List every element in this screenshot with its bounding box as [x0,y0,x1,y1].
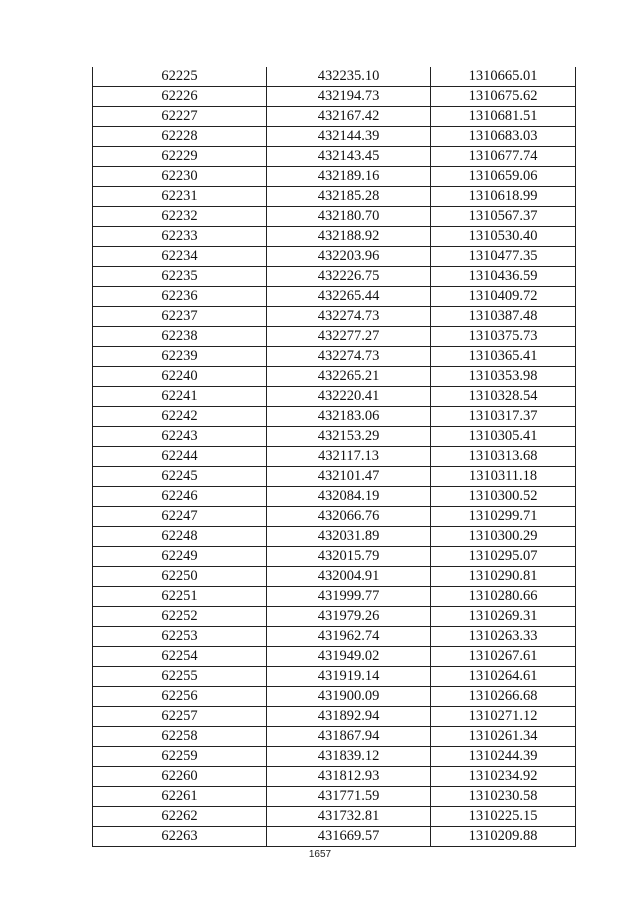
table-row [93,527,576,547]
point-id-cell: 62252 [93,607,267,627]
y-coordinate-cell: 1310677.74 [431,147,576,167]
x-coordinate-cell: 432143.45 [267,147,431,167]
x-coordinate-cell: 432084.19 [267,487,431,507]
y-coordinate-cell: 1310230.58 [431,787,576,807]
table-row [93,467,576,487]
table-row [93,487,576,507]
x-coordinate-cell: 432031.89 [267,527,431,547]
table-row [93,747,576,767]
y-coordinate-cell: 1310300.29 [431,527,576,547]
table-row [93,327,576,347]
point-id-cell: 62255 [93,667,267,687]
x-coordinate-cell: 431867.94 [267,727,431,747]
x-coordinate-cell: 431892.94 [267,707,431,727]
point-id-cell: 62260 [93,767,267,787]
y-coordinate-cell: 1310266.68 [431,687,576,707]
x-coordinate-cell: 432226.75 [267,267,431,287]
x-coordinate-cell: 431919.14 [267,667,431,687]
x-coordinate-cell: 432004.91 [267,567,431,587]
point-id-cell: 62236 [93,287,267,307]
point-id-cell: 62256 [93,687,267,707]
y-coordinate-cell: 1310225.15 [431,807,576,827]
coordinates-table-body [93,67,576,847]
table-row [93,507,576,527]
x-coordinate-cell: 431839.12 [267,747,431,767]
x-coordinate-cell: 432183.06 [267,407,431,427]
point-id-cell: 62258 [93,727,267,747]
x-coordinate-cell: 432277.27 [267,327,431,347]
point-id-cell: 62245 [93,467,267,487]
y-coordinate-cell: 1310234.92 [431,767,576,787]
x-coordinate-cell: 431962.74 [267,627,431,647]
y-coordinate-cell: 1310264.61 [431,667,576,687]
y-coordinate-cell: 1310353.98 [431,367,576,387]
point-id-cell: 62239 [93,347,267,367]
y-coordinate-cell: 1310299.71 [431,507,576,527]
y-coordinate-cell: 1310530.40 [431,227,576,247]
y-coordinate-cell: 1310683.03 [431,127,576,147]
x-coordinate-cell: 431669.57 [267,827,431,847]
table-row [93,227,576,247]
y-coordinate-cell: 1310305.41 [431,427,576,447]
table-row [93,447,576,467]
point-id-cell: 62244 [93,447,267,467]
x-coordinate-cell: 431732.81 [267,807,431,827]
table-row [93,767,576,787]
table-row [93,287,576,307]
table-row [93,347,576,367]
x-coordinate-cell: 432185.28 [267,187,431,207]
x-coordinate-cell: 432101.47 [267,467,431,487]
y-coordinate-cell: 1310681.51 [431,107,576,127]
table-row [93,607,576,627]
x-coordinate-cell: 432194.73 [267,87,431,107]
x-coordinate-cell: 432167.42 [267,107,431,127]
y-coordinate-cell: 1310300.52 [431,487,576,507]
point-id-cell: 62227 [93,107,267,127]
x-coordinate-cell: 432188.92 [267,227,431,247]
table-row [93,247,576,267]
y-coordinate-cell: 1310261.34 [431,727,576,747]
y-coordinate-cell: 1310409.72 [431,287,576,307]
point-id-cell: 62237 [93,307,267,327]
x-coordinate-cell: 432144.39 [267,127,431,147]
x-coordinate-cell: 432189.16 [267,167,431,187]
point-id-cell: 62225 [93,67,267,87]
y-coordinate-cell: 1310267.61 [431,647,576,667]
x-coordinate-cell: 432153.29 [267,427,431,447]
table-row [93,407,576,427]
table-row [93,547,576,567]
table-row [93,367,576,387]
point-id-cell: 62249 [93,547,267,567]
x-coordinate-cell: 432203.96 [267,247,431,267]
point-id-cell: 62226 [93,87,267,107]
x-coordinate-cell: 432220.41 [267,387,431,407]
point-id-cell: 62261 [93,787,267,807]
y-coordinate-cell: 1310567.37 [431,207,576,227]
x-coordinate-cell: 431999.77 [267,587,431,607]
table-row [93,787,576,807]
point-id-cell: 62257 [93,707,267,727]
point-id-cell: 62232 [93,207,267,227]
x-coordinate-cell: 432066.76 [267,507,431,527]
x-coordinate-cell: 431771.59 [267,787,431,807]
x-coordinate-cell: 432235.10 [267,67,431,87]
y-coordinate-cell: 1310263.33 [431,627,576,647]
table-row [93,647,576,667]
y-coordinate-cell: 1310665.01 [431,67,576,87]
point-id-cell: 62263 [93,827,267,847]
table-row [93,107,576,127]
x-coordinate-cell: 432180.70 [267,207,431,227]
table-row [93,207,576,227]
point-id-cell: 62251 [93,587,267,607]
y-coordinate-cell: 1310295.07 [431,547,576,567]
x-coordinate-cell: 432015.79 [267,547,431,567]
y-coordinate-cell: 1310280.66 [431,587,576,607]
y-coordinate-cell: 1310328.54 [431,387,576,407]
y-coordinate-cell: 1310659.06 [431,167,576,187]
point-id-cell: 62240 [93,367,267,387]
point-id-cell: 62243 [93,427,267,447]
table-row [93,827,576,847]
x-coordinate-cell: 432274.73 [267,347,431,367]
table-row [93,147,576,167]
point-id-cell: 62254 [93,647,267,667]
table-row [93,427,576,447]
table-row [93,127,576,147]
x-coordinate-cell: 432274.73 [267,307,431,327]
x-coordinate-cell: 431900.09 [267,687,431,707]
y-coordinate-cell: 1310209.88 [431,827,576,847]
point-id-cell: 62241 [93,387,267,407]
y-coordinate-cell: 1310618.99 [431,187,576,207]
y-coordinate-cell: 1310436.59 [431,267,576,287]
point-id-cell: 62231 [93,187,267,207]
table-row [93,627,576,647]
x-coordinate-cell: 431812.93 [267,767,431,787]
table-row [93,707,576,727]
y-coordinate-cell: 1310271.12 [431,707,576,727]
point-id-cell: 62235 [93,267,267,287]
y-coordinate-cell: 1310477.35 [431,247,576,267]
table-row [93,807,576,827]
x-coordinate-cell: 431979.26 [267,607,431,627]
x-coordinate-cell: 432265.21 [267,367,431,387]
y-coordinate-cell: 1310387.48 [431,307,576,327]
table-row [93,187,576,207]
table-row [93,667,576,687]
coordinates-table [92,67,576,847]
table-row [93,687,576,707]
y-coordinate-cell: 1310290.81 [431,567,576,587]
point-id-cell: 62242 [93,407,267,427]
table-row [93,387,576,407]
y-coordinate-cell: 1310269.31 [431,607,576,627]
point-id-cell: 62233 [93,227,267,247]
point-id-cell: 62246 [93,487,267,507]
point-id-cell: 62253 [93,627,267,647]
table-row [93,587,576,607]
y-coordinate-cell: 1310313.68 [431,447,576,467]
point-id-cell: 62262 [93,807,267,827]
point-id-cell: 62238 [93,327,267,347]
x-coordinate-cell: 431949.02 [267,647,431,667]
point-id-cell: 62259 [93,747,267,767]
y-coordinate-cell: 1310675.62 [431,87,576,107]
point-id-cell: 62250 [93,567,267,587]
table-row [93,167,576,187]
y-coordinate-cell: 1310317.37 [431,407,576,427]
table-row [93,67,576,87]
y-coordinate-cell: 1310244.39 [431,747,576,767]
point-id-cell: 62248 [93,527,267,547]
table-row [93,307,576,327]
x-coordinate-cell: 432117.13 [267,447,431,467]
table-row [93,267,576,287]
point-id-cell: 62230 [93,167,267,187]
y-coordinate-cell: 1310365.41 [431,347,576,367]
point-id-cell: 62234 [93,247,267,267]
table-row [93,567,576,587]
y-coordinate-cell: 1310375.73 [431,327,576,347]
y-coordinate-cell: 1310311.18 [431,467,576,487]
table-row [93,727,576,747]
table-row [93,87,576,107]
x-coordinate-cell: 432265.44 [267,287,431,307]
point-id-cell: 62229 [93,147,267,167]
point-id-cell: 62247 [93,507,267,527]
point-id-cell: 62228 [93,127,267,147]
page-number: 1657 [308,849,332,860]
